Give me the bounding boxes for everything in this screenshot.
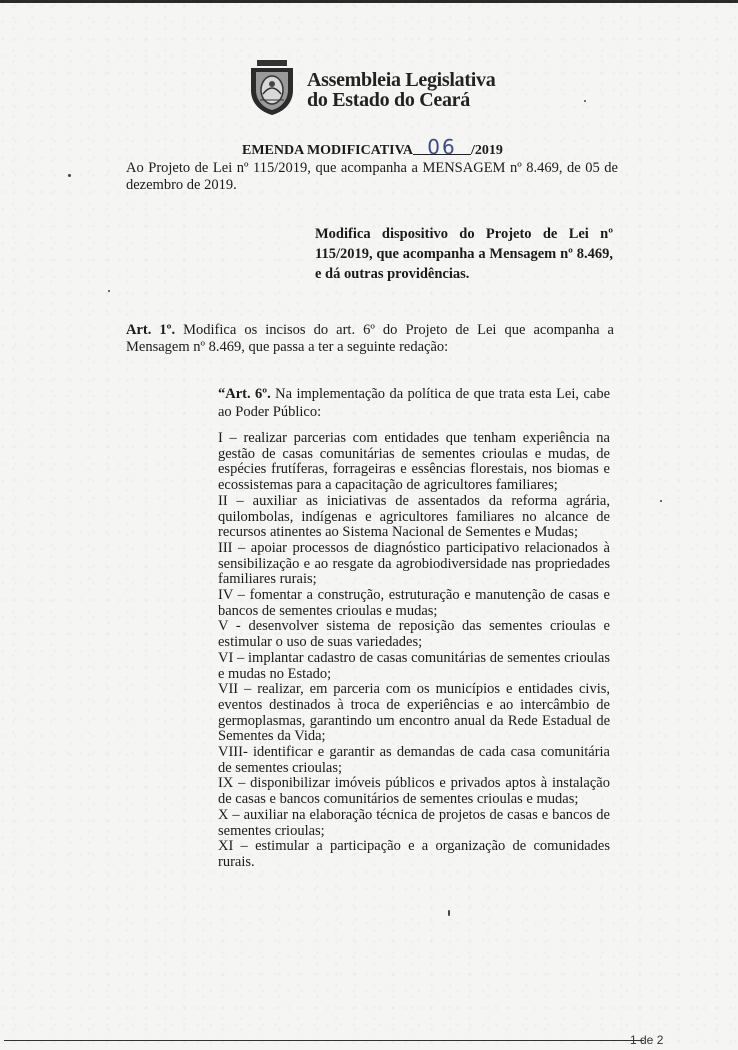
article-1-label: Art. 1º. xyxy=(126,322,176,338)
scan-speck xyxy=(448,910,450,916)
handwritten-amendment-number: 06 xyxy=(413,140,471,155)
article-6-label: “Art. 6º. xyxy=(218,386,271,402)
page-indicator: 1 de 2 xyxy=(630,1033,664,1047)
scan-speck xyxy=(660,500,662,502)
amendment-title-prefix: EMENDA MODIFICATIVA xyxy=(242,143,413,158)
inciso-item: III – apoiar processos de diagnóstico participativo relacionados à sensibilização e ao resgate da agrobiodiversidade nas propriedades familiares rurais; xyxy=(218,539,610,588)
inciso-item: X – auxiliar na elaboração técnica de projetos de casas e bancos de sementes crioulas; xyxy=(218,806,610,839)
scan-speck xyxy=(68,174,71,177)
scan-speck xyxy=(584,100,586,102)
inciso-item: II – auxiliar as iniciativas de assentados da reforma agrária, quilombolas, indígenas e agricultores familiares no alcance de recursos atinentes ao Sistema Nacional de Sementes e Mudas; xyxy=(218,492,610,541)
amendment-ementa: Modifica dispositivo do Projeto de Lei nº 115/2019, que acompanha a Mensagem nº 8.469, e dá outras providências. xyxy=(315,226,613,282)
institution-line2: do Estado do Ceará xyxy=(307,89,470,111)
inciso-item: VI – implantar cadastro de casas comunitárias de sementes crioulas e mudas no Estado; xyxy=(218,649,610,682)
article-6-incisos xyxy=(218,431,610,871)
article-1 xyxy=(126,322,614,356)
amendment-intro: Ao Projeto de Lei nº 115/2019, que acompanha a MENSAGEM nº 8.469, de 05 de dezembro de 2019. xyxy=(126,160,618,193)
scan-speck xyxy=(108,290,110,292)
amendment-title-year: /2019 xyxy=(471,143,503,158)
inciso-item: IX – disponibilizar imóveis públicos e privados aptos à instalação de casas e bancos comunitários de sementes crioulas e mudas; xyxy=(218,775,610,808)
article-1-text: Modifica os incisos do art. 6º do Projeto de Lei que acompanha a Mensagem nº 8.469, que passa a ter a seguinte redação: xyxy=(126,322,614,355)
amendment-title xyxy=(242,135,503,159)
inciso-item: V - desenvolver sistema de reposição das sementes crioulas e estimular o uso de suas variedades; xyxy=(218,618,610,651)
inciso-item: VIII- identificar e garantir as demandas de cada casa comunitária de sementes crioulas; xyxy=(218,744,610,776)
state-seal-icon xyxy=(247,60,297,116)
article-6-caput xyxy=(218,385,610,421)
inciso-item: XI – estimular a participação e a organização de comunidades rurais. xyxy=(218,838,610,870)
institution-name xyxy=(307,70,495,110)
inciso-item: VII – realizar, em parceria com os municípios e entidades civis, eventos destinados à troca de experiências e ao intercâmbio de germoplasmas, garantindo um encontro anual da Rede Estadual de Sementes da Vida; xyxy=(218,681,610,745)
footer-rule xyxy=(4,1040,644,1041)
inciso-item: I – realizar parcerias com entidades que tenham experiência na gestão de casas comunitárias de sementes crioulas e mudas, de espécies frutíferas, forrageiras e essências florestais, nos biomas e ecossistemas para a capacitação de agricultores familiares; xyxy=(218,430,610,494)
article-6-text: Na implementação da política de que trata esta Lei, cabe ao Poder Público: xyxy=(218,386,610,420)
letterhead xyxy=(247,60,547,120)
scan-top-edge xyxy=(0,0,738,3)
institution-line1: Assembleia Legislativa xyxy=(307,69,496,91)
inciso-item: IV – fomentar a construção, estruturação e manutenção de casas e bancos de sementes crioulas e mudas; xyxy=(218,587,610,619)
